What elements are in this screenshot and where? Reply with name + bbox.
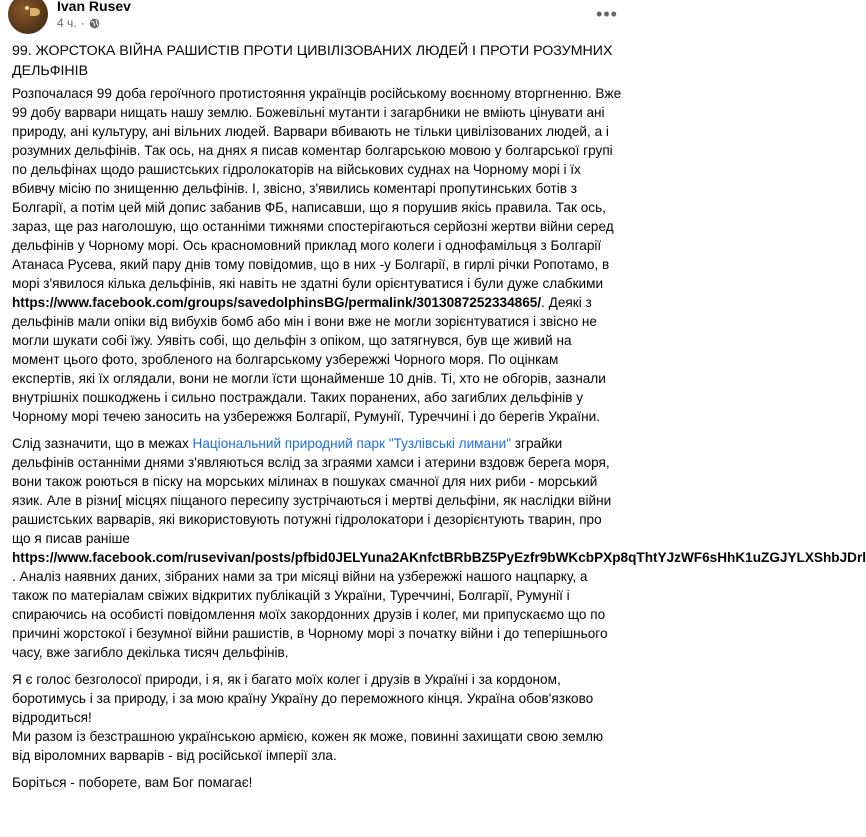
author-name[interactable]: Ivan Rusev: [57, 0, 131, 14]
post-title: 99. ЖОРСТОКА ВІЙНА РАШИСТІВ ПРОТИ ЦИВІЛІЗОВАНИХ ЛЮДЕЙ І ПРОТИ РОЗУМНИХ ДЕЛЬФІНІВ: [12, 43, 613, 79]
dolphins-group-link[interactable]: https://www.facebook.com/groups/savedolphinsBG/permalink/3013087252334865/: [12, 295, 542, 310]
avatar-beak: [30, 8, 40, 16]
paragraph-2: [12, 434, 866, 662]
previous-post-link[interactable]: https://www.facebook.com/rusevivan/posts/pfbid0JELYuna2AKnfctBRbBZ5PyEzfr9bWKcbPXp8qThtYJzWF6sHhK1uZGJYLXShbJDrl: [12, 550, 866, 565]
post-time[interactable]: 4 ч.: [57, 16, 77, 30]
avatar[interactable]: [8, 0, 48, 34]
paragraph-3-line-1: Я є голос безголосої природи, і я, як і багато моїх колег і друзів в Україні і за кордоном, боротимусь і за природу, і за мою країну Україну до переможного кінця. Україна обов'язково відродиться!: [12, 672, 594, 725]
paragraph-1-text-a: Розпочалася 99 доба героїчного протистояння українців російському воєнному вторгненню. Вже 99 добу варвари нищать нашу землю. Божевільні мутанти і загарбники не вміють цінувати ані природу, ані культуру, ані вільних людей. Варвари вбивають не тільки цивілізованих людей, а і розумних дельфінів. Так ось, на днях я писав коментар болгарською мовою у болгарської групі по дельфінах щодо рашистських гідролокаторів на військових суднах на Чорному морі і їх вбивчу місію по знищенню дельфінів. І, звісно, з'явились коментарі пропутинських ботів з Болгарії, а потім цей мій допис забанив ФБ, написавши, що я порушив якісь правила. Так ось, зараз, ще раз наголошую, що останніми тижнями спостерігаються серйозні жертви війни серед дельфінів у Чорному морі. Ось красномовний приклад мого колеги і однофамільця з Болгарії Атанаса Русева, який пару днів тому повідомив, що в них -у Болгарії, в гирлі річки Ропотамо, в морі з'явилося кілька дельфінів, які навіть не здатні були орієнтуватися і були дуже слабкими: [12, 86, 622, 291]
paragraph-4: Боріться - поборете, вам Бог помагає!: [12, 775, 253, 790]
post-meta: [57, 16, 100, 30]
paragraph-2-text-b: зграйки дельфінів останніми днями з'являються вслід за зграями хамси і атерини вздовж берега моря, вони також роються в піску на морських мілинах в пошуках смачної для них риби - морський язик. Але в різни[ місцях піщаного пересипу зустрічаються і мертві дельфіни, як наслідки війни рашистських варварів, які використовують потужні гідролокатори і дезорієнтують тварин, про що я писав раніше: [12, 436, 612, 546]
paragraph-1: [12, 84, 622, 426]
paragraph-3: [12, 670, 622, 765]
meta-separator: ·: [80, 16, 85, 30]
globe-icon[interactable]: [89, 18, 100, 29]
post-body: [12, 42, 866, 800]
avatar-eye: [25, 6, 29, 10]
paragraph-1-text-b: . Деякі з дельфінів мали опіки від вибухів бомб або мін і вони вже не могли зорієнтуватися і звісно не могли шукати собі їжу. Уявіть собі, що дельфін з опіком, що затягнувся, був ще живий на момент цього фото, зробленого на болгарському узбережжі Чорного моря. По оцінкам експертів, які їх оглядали, вони не могли їсти щонайменше 10 днів. Ті, хто не обгорів, зазнали внутрішніх пошкоджень і сильно постраждали. Таких поранених, або загиблих дельфінів у Чорному морі течею заносить на узбережжя Болгарії, Румунії, Туреччині і до берегів України.: [12, 295, 606, 424]
paragraph-3-line-2: Ми разом із безстрашною українською армією, кожен як може, повинні захищати свою землю від віроломних варварів - від російської імперії зла.: [12, 729, 604, 763]
paragraph-2-text-c: . Аналіз наявних даних, зібраних нами за три місяці війни на узбережжі нашого нацпарку, а також по матеріалам свіжих відкритих публікацій з України, Туреччині, Болгарії, Румунії і спираючись на особисті повідомлення моїх закордонних друзів і колег, ми припускаємо що по причині жорстокої і безумної війни рашистів, в Чорному морі з початку війни і до теперішнього часу, вже загибло декілька тисяч дельфінів.: [12, 569, 608, 660]
more-options-icon[interactable]: •••: [596, 4, 618, 24]
post-header: [0, 0, 632, 38]
paragraph-2-text-a: Слід зазначити, що в межах: [12, 436, 193, 451]
national-park-link[interactable]: Національний природний парк "Тузлівські лимани": [192, 436, 511, 451]
